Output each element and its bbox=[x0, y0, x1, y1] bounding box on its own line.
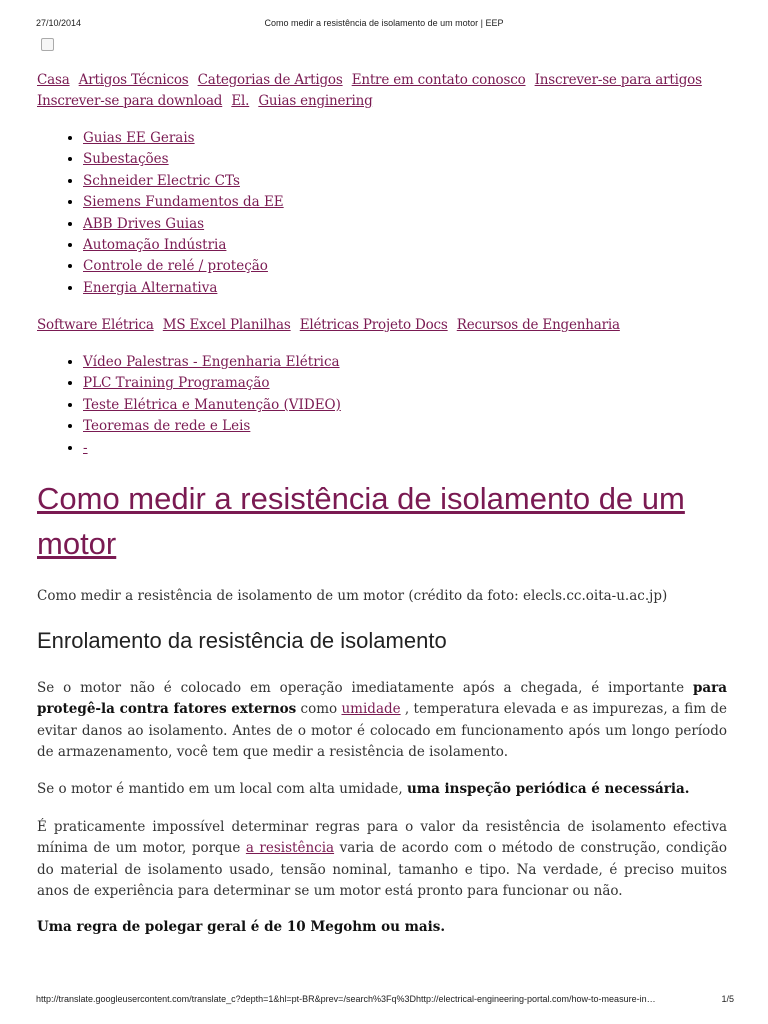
print-header bbox=[0, 18, 768, 32]
nav-link-el[interactable]: El. bbox=[231, 93, 250, 109]
bold-text: para protegê-la contra fatores externos bbox=[37, 680, 727, 718]
nav-link-guias[interactable]: Guias enginering bbox=[258, 93, 373, 109]
list-item bbox=[83, 278, 284, 299]
secondary-navigation bbox=[37, 315, 757, 336]
paragraph-text: varia de acordo com o método de construção, condição do material de isolamento usado, tensão nominal, tamanho e tipo. Na verdade, é preciso muitos anos de experiência para determinar se um motor está pronto para funcionar ou não. bbox=[37, 840, 728, 900]
nav-link-categorias[interactable]: Categorias de Artigos bbox=[197, 72, 343, 88]
nav-link-projeto-docs[interactable]: Elétricas Projeto Docs bbox=[299, 317, 448, 333]
list-item bbox=[83, 149, 284, 170]
paragraph-text: Se o motor não é colocado em operação imediatamente após a chegada, é importante bbox=[37, 680, 693, 696]
list-item bbox=[83, 395, 341, 416]
list-item bbox=[83, 256, 284, 277]
menu-link[interactable]: - bbox=[83, 439, 88, 456]
menu-toggle-checkbox[interactable] bbox=[41, 38, 54, 51]
menu-link[interactable]: Automação Indústria bbox=[83, 237, 227, 254]
list-item bbox=[83, 438, 341, 459]
paragraph-text: , temperatura elevada e as impurezas, a fim de evitar danos ao isolamento. Antes de o motor é colocado em funcionamento após um longo período de armazenamento, você tem que medir a resistência de isolamento. bbox=[37, 701, 727, 761]
print-footer bbox=[0, 994, 768, 1008]
menu-link[interactable]: Controle de relé / proteção bbox=[83, 258, 268, 275]
top-navigation bbox=[37, 70, 737, 112]
paragraph-text: É praticamente impossível determinar regras para o valor da resistência de isolamento efectiva mínima de um motor, porque bbox=[37, 819, 727, 857]
menu-link[interactable]: Subestações bbox=[83, 151, 169, 168]
nav-link-casa[interactable]: Casa bbox=[37, 72, 70, 88]
menu-link[interactable]: Teste Elétrica e Manutenção (VIDEO) bbox=[83, 396, 341, 413]
humidity-link[interactable]: umidade bbox=[341, 701, 401, 718]
resistance-link[interactable]: a resistência bbox=[245, 840, 335, 857]
paragraph-text: como bbox=[296, 701, 342, 718]
menu-link[interactable]: Siemens Fundamentos da EE bbox=[83, 194, 284, 211]
photo-caption: Como medir a resistência de isolamento de um motor (crédito da foto: elecls.cc.oita-u.ac.jp) bbox=[37, 588, 668, 604]
menu-link[interactable]: Vídeo Palestras - Engenharia Elétrica bbox=[83, 354, 340, 370]
menu-link[interactable]: Teoremas de rede e Leis bbox=[83, 418, 251, 435]
page-number: 1/5 bbox=[721, 994, 734, 1004]
list-item bbox=[83, 128, 284, 149]
list-item bbox=[83, 373, 341, 394]
menu-link[interactable]: Schneider Electric CTs bbox=[83, 172, 240, 189]
list-item bbox=[83, 192, 284, 213]
paragraph-4 bbox=[37, 917, 727, 938]
paragraph-text: Se o motor é mantido em um local com alta umidade, bbox=[37, 781, 407, 797]
bold-text: Uma regra de polegar geral é de 10 Megohm ou mais. bbox=[37, 919, 446, 935]
list-item bbox=[83, 416, 341, 437]
nav-link-excel[interactable]: MS Excel Planilhas bbox=[162, 317, 291, 333]
menu-link[interactable]: Guias EE Gerais bbox=[83, 130, 195, 146]
list-item bbox=[83, 171, 284, 192]
print-url: http://translate.googleusercontent.com/translate_c?depth=1&hl=pt-BR&prev=/search%3Fq%3Dhttp://electrical-engineering-portal.com/how-to-measure-in… bbox=[36, 994, 656, 1004]
section-heading: Enrolamento da resistência de isolamento bbox=[37, 628, 447, 653]
menu-link[interactable]: PLC Training Programação bbox=[83, 375, 270, 392]
list-item bbox=[83, 235, 284, 256]
paragraph-1 bbox=[37, 678, 727, 764]
nav-link-inscrever-download[interactable]: Inscrever-se para download bbox=[37, 93, 223, 109]
menu-link[interactable]: ABB Drives Guias bbox=[83, 215, 205, 232]
nav-link-recursos[interactable]: Recursos de Engenharia bbox=[456, 317, 620, 333]
article-title[interactable]: Como medir a resistência de isolamento de um motor bbox=[37, 481, 685, 561]
nav-link-inscrever-artigos[interactable]: Inscrever-se para artigos bbox=[534, 72, 702, 88]
nav-link-contato[interactable]: Entre em contato conosco bbox=[351, 72, 526, 88]
paragraph-2 bbox=[37, 779, 727, 800]
paragraph-3 bbox=[37, 817, 727, 903]
print-date: 27/10/2014 bbox=[36, 18, 82, 28]
list-item bbox=[83, 352, 341, 373]
menu-link[interactable]: Energia Alternativa bbox=[83, 279, 218, 296]
nav-link-software[interactable]: Software Elétrica bbox=[37, 317, 154, 333]
resources-menu-list bbox=[37, 352, 341, 459]
guides-menu-list bbox=[37, 128, 284, 299]
bold-text: uma inspeção periódica é necessária. bbox=[406, 781, 690, 797]
nav-link-artigos-tecnicos[interactable]: Artigos Técnicos bbox=[78, 72, 189, 88]
list-item bbox=[83, 214, 284, 235]
print-page-title: Como medir a resistência de isolamento de um motor | EEP bbox=[264, 18, 504, 28]
